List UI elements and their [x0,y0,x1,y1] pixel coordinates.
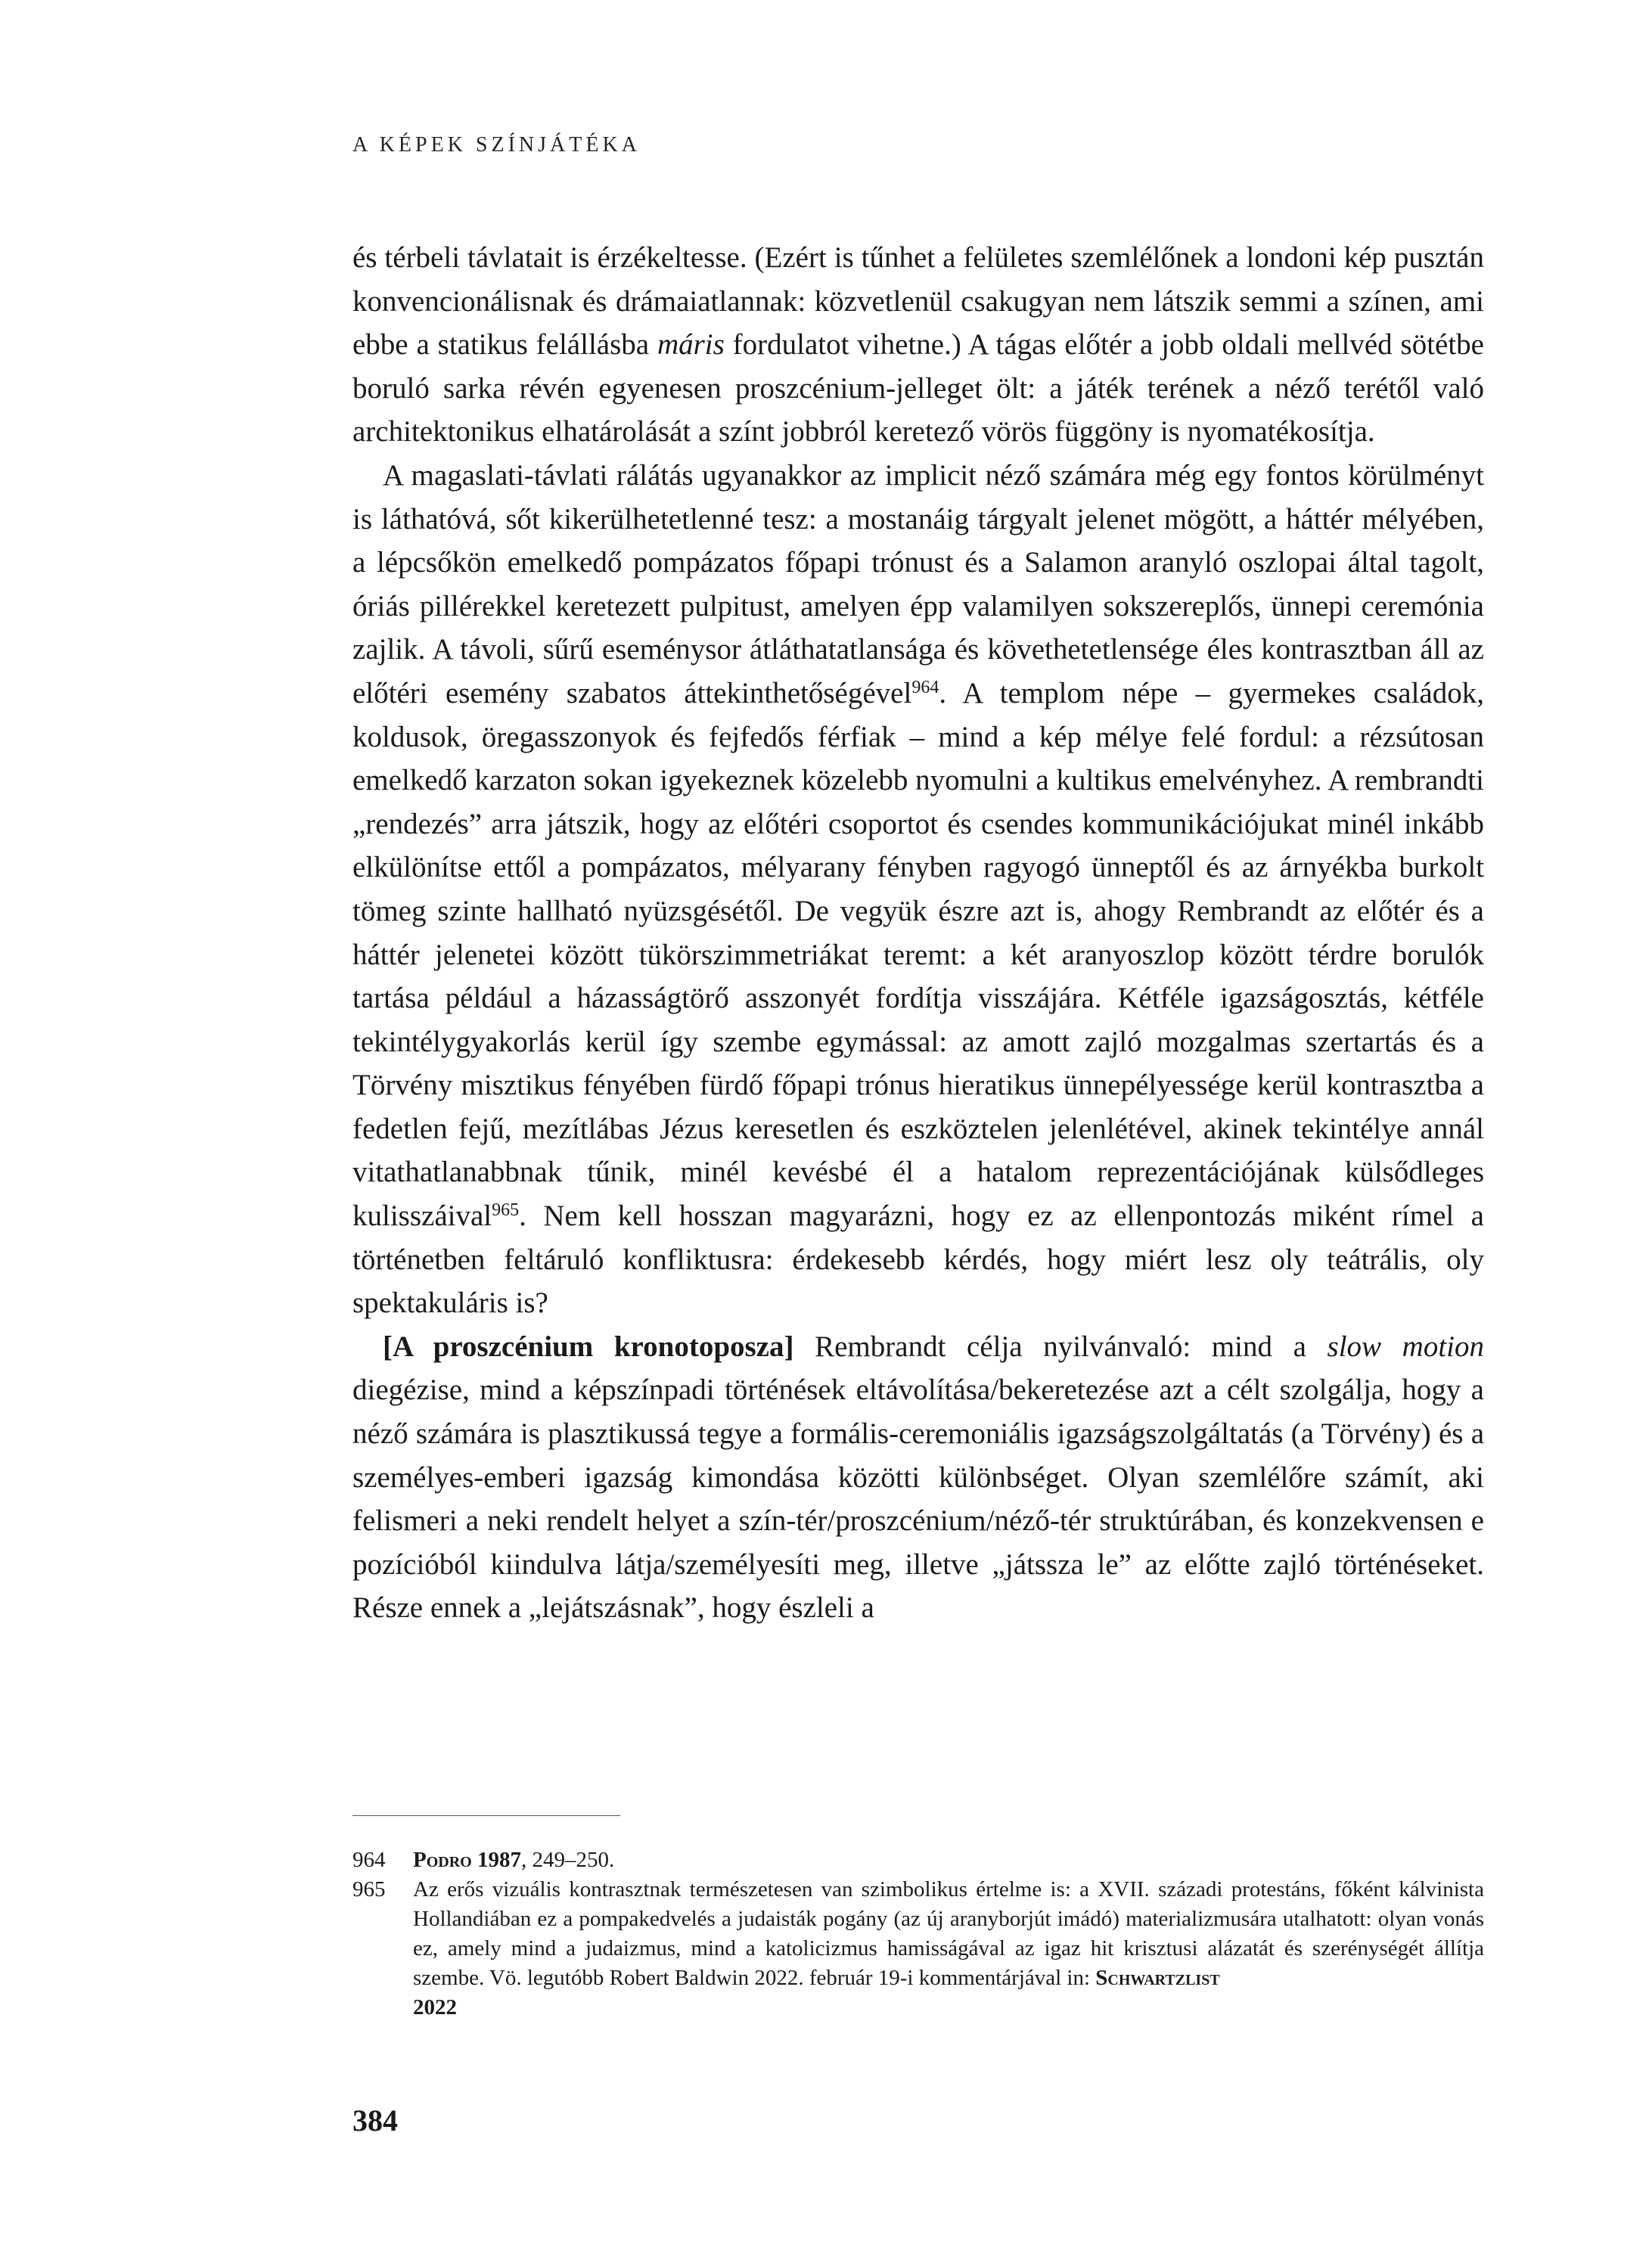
main-text [352,236,1484,1630]
paragraph-1: és térbeli távlatait is érzékeltesse. (Ezért is tűnhet a felületes szemlélőnek a londoni kép pusztán konvencionálisnak és drámaiatlannak: közvetlenül csakugyan nem látszik semmi a színen, ami ebbe a statikus felállásba máris fordulatot vihetne.) A tágas előtér a jobb oldali mellvéd sötétbe boruló sarka révén egyenesen proszcénium-jelleget ölt: a játék terének a néző terétől való architektonikus elhatárolását a színt jobbról keretező vörös függöny is nyomatékosítja. [352,241,1484,449]
citation-source: Schwartzlist [1095,1966,1220,1990]
footnote-965: 965 Az erős vizuális kontrasztnak természetesen van szimbolikus értelme is: a XVII. századi protestáns, főként kálvinista Hollandiában ez a pompakedvelés a judaisták pogány (az új aranyborjút imádó) materializmusára utalhatott: olyan vonás ez, amely mind a judaizmus, mind a katolicizmus hamisságával az igaz hit krisztusi alázatát és szerénységét állítja szembe. Vö. legutóbb Robert Baldwin 2022. február 19-i kommentárjával in: Schwartzlist 2022 [352,1875,1484,2023]
footnote-ref-964[interactable]: 964 [911,677,939,697]
footnotes [352,1846,1484,2023]
citation-year: 2022 [413,1995,457,2019]
paragraph-2: A magaslati-távlati rálátás ugyanakkor az implicit néző számára még egy fontos körülményt is láthatóvá, sőt kikerülhetetlenné tesz: a mostanáig tárgyalt jelenet mögött, a háttér mélyében, a lépcsőkön emelkedő pompázatos főpapi trónust és a Salamon aranyló oszlopai által tagolt, óriás pillérekkel keretezett pulpitust, amelyen épp valamilyen sokszereplős, ünnepi ceremónia zajlik. A távoli, sűrű eseménysor átláthatatlansága és követhetetlensége éles kontrasztban áll az előtéri esemény szabatos áttekinthetőségével$^{964}$. A templom népe – gyermekes családok, koldusok, öregasszonyok és fejfedős férfiak – mind a kép mélye felé fordul: a rézsútosan emelkedő karzaton sokan igyekeznek közelebb nyomulni a kultikus emelvényhez. A rembrandti „rendezés” arra játszik, hogy az előtéri csoportot és csendes kommunikációjukat minél inkább elkülönítse ettől a pompázatos, mélyarany fényben ragyogó ünneptől és az árnyékba burkolt tömeg szinte hallható nyüzsgésétől. De vegyük észre azt is, ahogy Rembrandt az előtér és a háttér jelenetei között tükörszimmetriákat teremt: a két aranyoszlop között térdre borulók tartása például a házasságtörő asszonyét fordítja visszájára. Kétféle igazságosztás, kétféle tekintélygyakorlás kerül így szembe egymással: az amott zajló mozgalmas szertartás és a Törvény misztikus fényében fürdő főpapi trónus hieratikus ünnepélyessége kerül kontrasztba a fedetlen fejű, mezítlábas Jézus keresetlen és eszköztelen jelenlétével, akinek tekintélye annál vitathatlanabbnak tűnik, minél kevésbé él a hatalom reprezentációjának külsődleges kulisszáival$^{965}$. Nem kell hosszan magyarázni, hogy ez az ellenpontozás miként rímel a történetben feltáruló konfliktusra: érdekesebb kérdés, hogy miért lesz oly teátrális, oly spektakuláris is? [352,458,1484,1320]
citation-author: Podro 1987 [413,1848,521,1872]
paragraph-3: [A proszcénium kronotoposza] Rembrandt célja nyilvánvaló: mind a slow motion diegézise, mind a képszínpadi történések eltávolítása/bekeretezése azt a célt szolgálja, hogy a néző számára is plasztikussá tegye a formális-ceremoniális igazságszolgáltatás (a Törvény) és a személyes-emberi igazság kimondása közötti különbséget. Olyan szemlélőre számít, aki felismeri a neki rendelt helyet a szín-tér/proszcénium/néző-tér struktúrában, és konzekvensen e pozícióból kiindulva látja/személyesíti meg, illetve „játssza le” az előtte zajló történéseket. Része ennek a „lejátszásnak”, hogy észleli a [352,1330,1484,1625]
footnote-number: 964 [352,1848,386,1872]
section-bracket: ] [784,1330,794,1363]
section-bracket: [ [383,1330,393,1363]
page-number: 384 [352,2103,398,2137]
emphasis: máris [657,328,725,362]
emphasis: slow motion [1327,1330,1484,1363]
footnote-964: 964 Podro 1987, 249–250. [352,1846,1484,1875]
section-heading: A proszcénium kronotoposza [393,1330,784,1363]
footnote-divider [352,1815,620,1816]
running-head: A KÉPEK SZÍNJÁTÉKA [352,133,641,157]
footnote-ref-965[interactable]: 965 [492,1200,520,1221]
footnote-number: 965 [352,1877,386,1901]
